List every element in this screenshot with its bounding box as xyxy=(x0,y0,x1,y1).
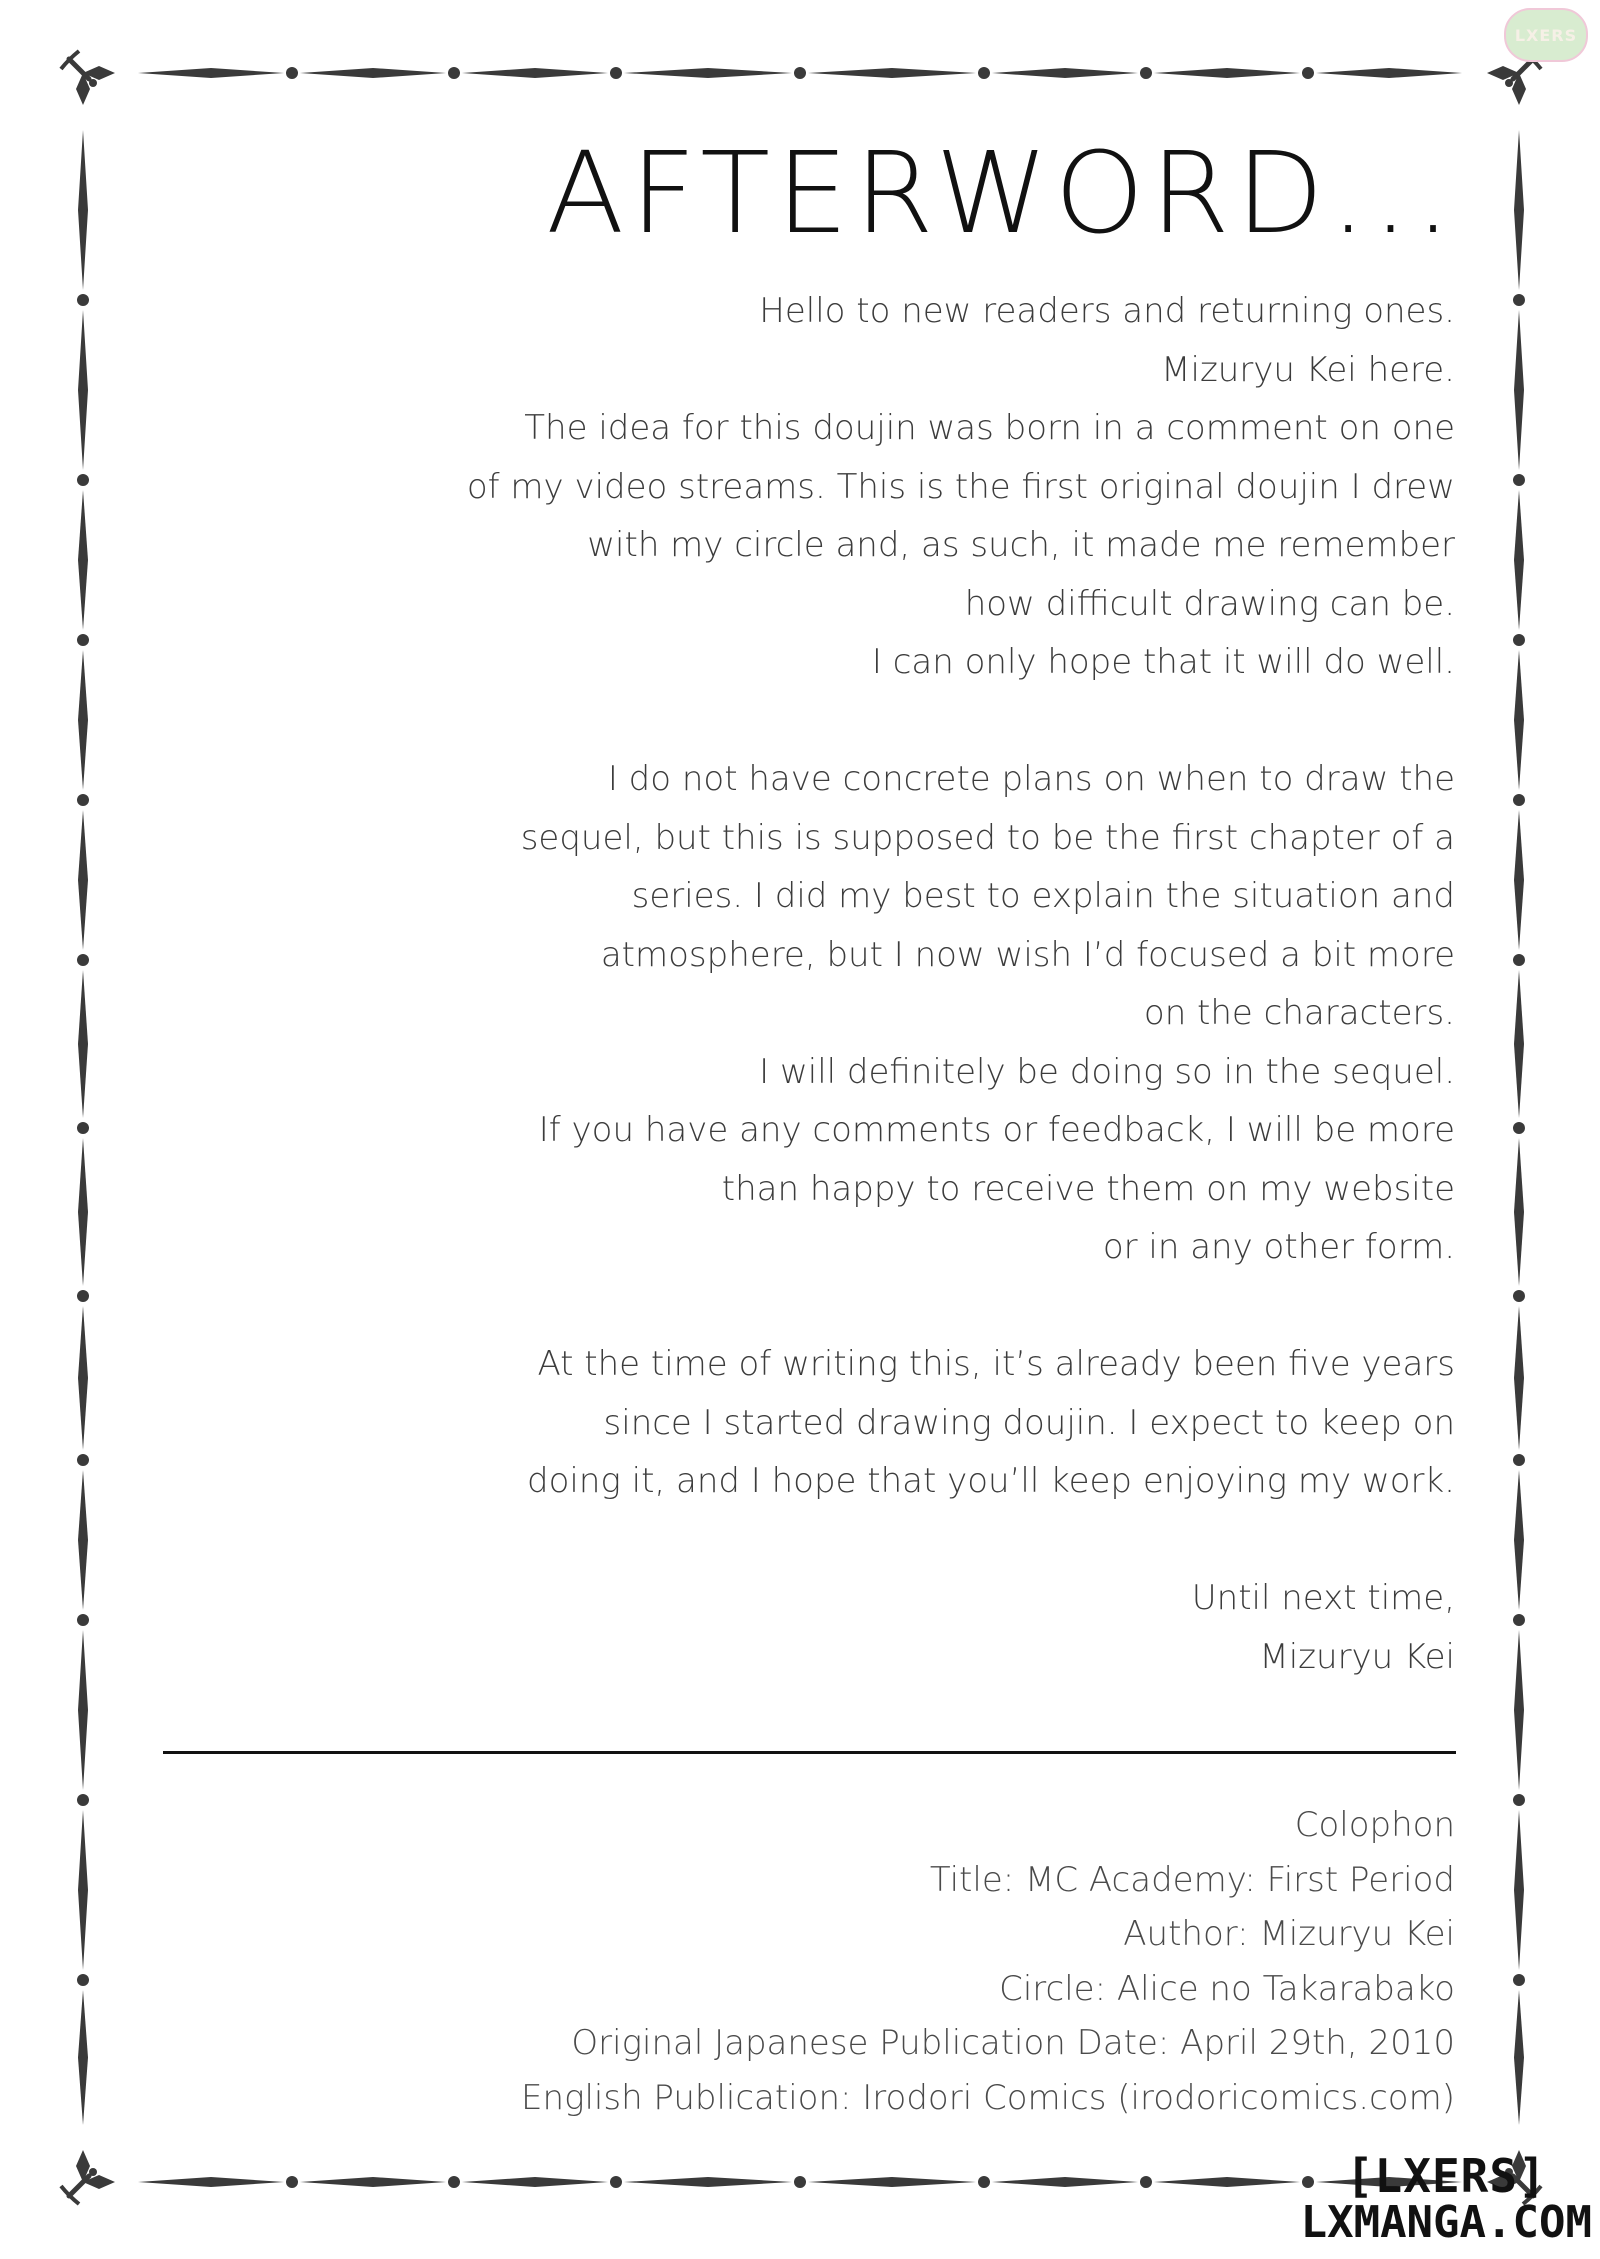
text-line: doing it, and I hope that you’ll keep enjoying my work. xyxy=(527,1461,1455,1501)
border-bead xyxy=(794,2176,806,2188)
border-bead xyxy=(77,1122,89,1134)
border-diamond xyxy=(1154,2177,1300,2187)
border-diamond xyxy=(1514,1810,1524,1970)
text-line: series. I did my best to explain the situation and xyxy=(631,876,1455,916)
border-diamond xyxy=(1514,1138,1524,1286)
border-bead xyxy=(1505,79,1513,87)
border-bead xyxy=(77,1794,89,1806)
border-bead xyxy=(1513,474,1525,486)
text-line: If you have any comments or feedback, I will be more xyxy=(538,1110,1455,1150)
border-bead xyxy=(77,1454,89,1466)
border-bead xyxy=(1513,1290,1525,1302)
border-bead xyxy=(1513,1614,1525,1626)
text-line: Mizuryu Kei here. xyxy=(1161,349,1455,390)
border-diamond xyxy=(78,970,88,1118)
text-line: I will definitely be doing so in the sequel. xyxy=(759,1051,1455,1092)
border-bead xyxy=(286,2176,298,2188)
border-diamond xyxy=(78,1306,88,1450)
text-line: I do not have concrete plans on when to draw the xyxy=(607,759,1455,799)
paragraph-greeting xyxy=(455,282,1455,692)
border-diamond xyxy=(138,68,284,78)
border-bead xyxy=(1513,954,1525,966)
border-bead xyxy=(1302,67,1314,79)
text-line: I can only hope that it will do well. xyxy=(871,642,1455,682)
text-line: on the characters. xyxy=(1143,993,1455,1033)
border-diamond xyxy=(808,68,976,78)
colophon-author: Author: Mizuryu Kei xyxy=(1123,1914,1455,1954)
border-bead xyxy=(89,79,97,87)
border-diamond xyxy=(78,1990,88,2125)
watermark-top: [LXERS] xyxy=(1345,2149,1547,2203)
border-bead xyxy=(77,474,89,486)
border-diamond xyxy=(462,68,608,78)
border-diamond xyxy=(300,2177,446,2187)
border-diamond xyxy=(1514,810,1524,950)
lxers-badge-logo xyxy=(1504,8,1588,62)
border-bead xyxy=(286,67,298,79)
text-line: since I started drawing doujin. I expect to keep on xyxy=(603,1402,1455,1443)
paragraph-sequel xyxy=(455,750,1455,1277)
text-line: At the time of writing this, it’s already been five years xyxy=(537,1344,1455,1384)
border-diamond xyxy=(808,2177,976,2187)
colophon-original-date: Original Japanese Publication Date: April 29th, 2010 xyxy=(571,2023,1455,2063)
text-line: or in any other form. xyxy=(1102,1227,1455,1267)
border-diamond xyxy=(462,2177,608,2187)
text-line: than happy to receive them on my website xyxy=(721,1168,1455,1209)
border-diamond xyxy=(1514,310,1524,470)
border-bead xyxy=(77,294,89,306)
signature-line: Mizuryu Kei xyxy=(1259,1636,1455,1677)
corner-ornament xyxy=(69,59,89,79)
watermark-bottom: LXMANGA.COM xyxy=(1300,2197,1592,2248)
border-bead xyxy=(448,2176,460,2188)
page-title: AFTERWORD... xyxy=(545,129,1457,259)
text-line: Hello to new readers and returning ones. xyxy=(759,291,1455,331)
text-line: atmosphere, but I now wish I’d focused a bit more xyxy=(600,934,1455,975)
border-diamond xyxy=(78,310,88,470)
border-diamond xyxy=(992,2177,1138,2187)
text-line: how difficult drawing can be. xyxy=(964,583,1455,624)
badge-label: LXERS xyxy=(1514,25,1578,45)
border-diamond xyxy=(1514,970,1524,1118)
border-bead xyxy=(1140,2176,1152,2188)
border-diamond xyxy=(1514,1630,1524,1790)
colophon-english-publication: English Publication: Irodori Comics (irodoricomics.com) xyxy=(521,2077,1455,2118)
text-line: with my circle and, as such, it made me remember xyxy=(587,525,1455,565)
border-bead xyxy=(1140,67,1152,79)
border-bead xyxy=(77,954,89,966)
border-bead xyxy=(1513,634,1525,646)
border-bead xyxy=(448,67,460,79)
afterword-body xyxy=(455,282,1455,1686)
paragraph-gap xyxy=(455,692,1455,751)
border-bead xyxy=(1513,1454,1525,1466)
border-diamond xyxy=(300,68,446,78)
border-diamond xyxy=(78,1138,88,1286)
border-diamond xyxy=(78,1630,88,1790)
border-diamond xyxy=(624,68,792,78)
border-diamond xyxy=(1514,490,1524,630)
colophon xyxy=(455,1798,1455,2125)
colophon-heading: Colophon xyxy=(1294,1805,1455,1845)
paragraph-signoff xyxy=(455,1569,1455,1686)
border-diamond xyxy=(1514,650,1524,790)
border-diamond xyxy=(138,2177,284,2187)
border-bead xyxy=(77,794,89,806)
border-diamond xyxy=(78,810,88,950)
paragraph-gap xyxy=(455,1277,1455,1336)
text-line: The idea for this doujin was born in a comment on one xyxy=(524,408,1455,448)
corner-ornament xyxy=(1513,59,1533,79)
border-bead xyxy=(1513,294,1525,306)
border-bead xyxy=(77,1614,89,1626)
colophon-circle: Circle: Alice no Takarabako xyxy=(999,1968,1455,2009)
border-diamond xyxy=(1514,1306,1524,1450)
text-line: sequel, but this is supposed to be the first chapter of a xyxy=(520,817,1455,858)
border-bead xyxy=(1513,1122,1525,1134)
border-bead xyxy=(610,67,622,79)
signoff-line: Until next time, xyxy=(1191,1578,1455,1618)
section-divider xyxy=(163,1751,1456,1754)
border-bead xyxy=(978,67,990,79)
border-bead xyxy=(1513,1794,1525,1806)
border-diamond xyxy=(992,68,1138,78)
border-diamond xyxy=(78,1470,88,1610)
border-diamond xyxy=(78,650,88,790)
paragraph-years xyxy=(455,1335,1455,1511)
border-bead xyxy=(1513,794,1525,806)
border-bead xyxy=(978,2176,990,2188)
border-diamond xyxy=(1514,1470,1524,1610)
border-bead xyxy=(77,1974,89,1986)
border-bead xyxy=(794,67,806,79)
border-diamond xyxy=(78,1810,88,1970)
border-bead xyxy=(610,2176,622,2188)
border-diamond xyxy=(1514,130,1524,290)
lxmanga-watermark-logo xyxy=(1300,2149,1592,2248)
text-line: of my video streams. This is the first original doujin I drew xyxy=(466,466,1455,507)
border-bead xyxy=(1513,1974,1525,1986)
border-diamond xyxy=(624,2177,792,2187)
border-diamond xyxy=(78,130,88,290)
border-diamond xyxy=(1514,1990,1524,2125)
corner-ornament xyxy=(69,2176,89,2196)
border-bead xyxy=(77,1290,89,1302)
border-diamond xyxy=(1154,68,1300,78)
border-diamond xyxy=(78,490,88,630)
paragraph-gap xyxy=(455,1511,1455,1570)
colophon-title: Title: MC Academy: First Period xyxy=(929,1859,1455,1900)
border-diamond xyxy=(1316,68,1462,78)
border-bead xyxy=(89,2168,97,2176)
border-bead xyxy=(77,634,89,646)
